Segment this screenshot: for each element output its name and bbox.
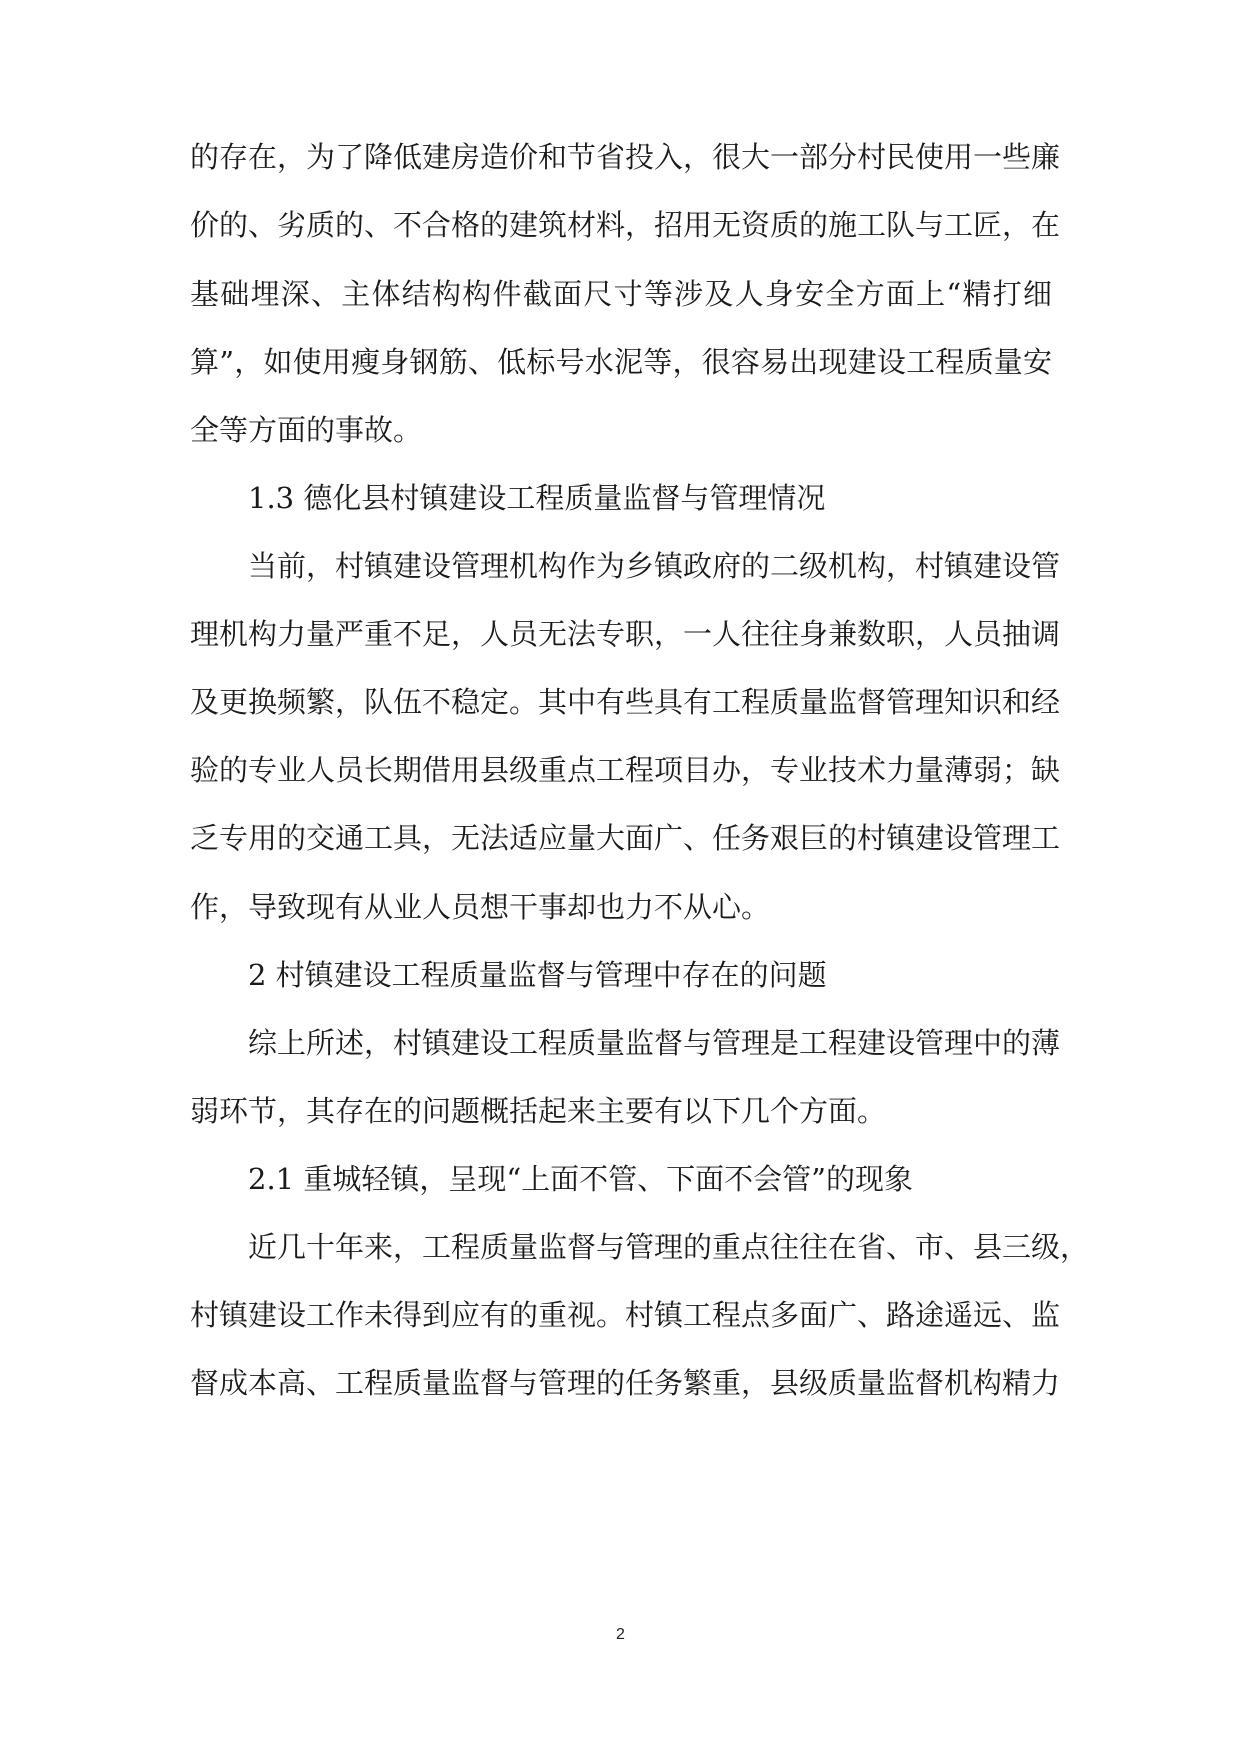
text-line: 理机构力量严重不足，人员无法专职，一人往往身兼数职，人员抽调	[190, 617, 1061, 651]
text-line: 及更换频繁，队伍不稳定。其中有些具有工程质量监督管理知识和经	[190, 685, 1061, 719]
section-heading-1-3: 1.3 德化县村镇建设工程质量监督与管理情况	[248, 481, 826, 515]
text-line: 的存在，为了降低建房造价和节省投入，很大一部分村民使用一些廉	[190, 140, 1061, 174]
text-line: 验的专业人员长期借用县级重点工程项目办，专业技术力量薄弱；缺	[190, 753, 1061, 787]
text-line: 价的、劣质的、不合格的建筑材料，招用无资质的施工队与工匠，在	[190, 208, 1061, 242]
text-line: 基础埋深、主体结构构件截面尺寸等涉及人身安全方面上“精打细	[190, 277, 1052, 311]
text-line: 村镇建设工作未得到应有的重视。村镇工程点多面广、路途遥远、监	[190, 1298, 1061, 1332]
text-line: 算”，如使用瘦身钢筋、低标号水泥等，很容易出现建设工程质量安	[190, 345, 1052, 379]
text-line: 乏专用的交通工具，无法适应量大面广、任务艰巨的村镇建设管理工	[190, 821, 1061, 855]
section-heading-2: 2 村镇建设工程质量监督与管理中存在的问题	[248, 958, 827, 992]
text-line: 近几十年来，工程质量监督与管理的重点往往在省、市、县三级，	[248, 1230, 1090, 1264]
text-line: 全等方面的事故。	[190, 413, 423, 447]
text-line: 综上所述，村镇建设工程质量监督与管理是工程建设管理中的薄	[248, 1026, 1061, 1060]
text-line: 督成本高、工程质量监督与管理的任务繁重，县级质量监督机构精力	[190, 1366, 1061, 1400]
page-number: 2	[616, 1626, 625, 1643]
section-heading-2-1: 2.1 重城轻镇，呈现“上面不管、下面不会管”的现象	[248, 1162, 913, 1196]
text-line: 弱环节，其存在的问题概括起来主要有以下几个方面。	[190, 1094, 887, 1128]
text-line: 作，导致现有从业人员想干事却也力不从心。	[190, 890, 771, 924]
text-line: 当前，村镇建设管理机构作为乡镇政府的二级机构，村镇建设管	[248, 549, 1061, 583]
